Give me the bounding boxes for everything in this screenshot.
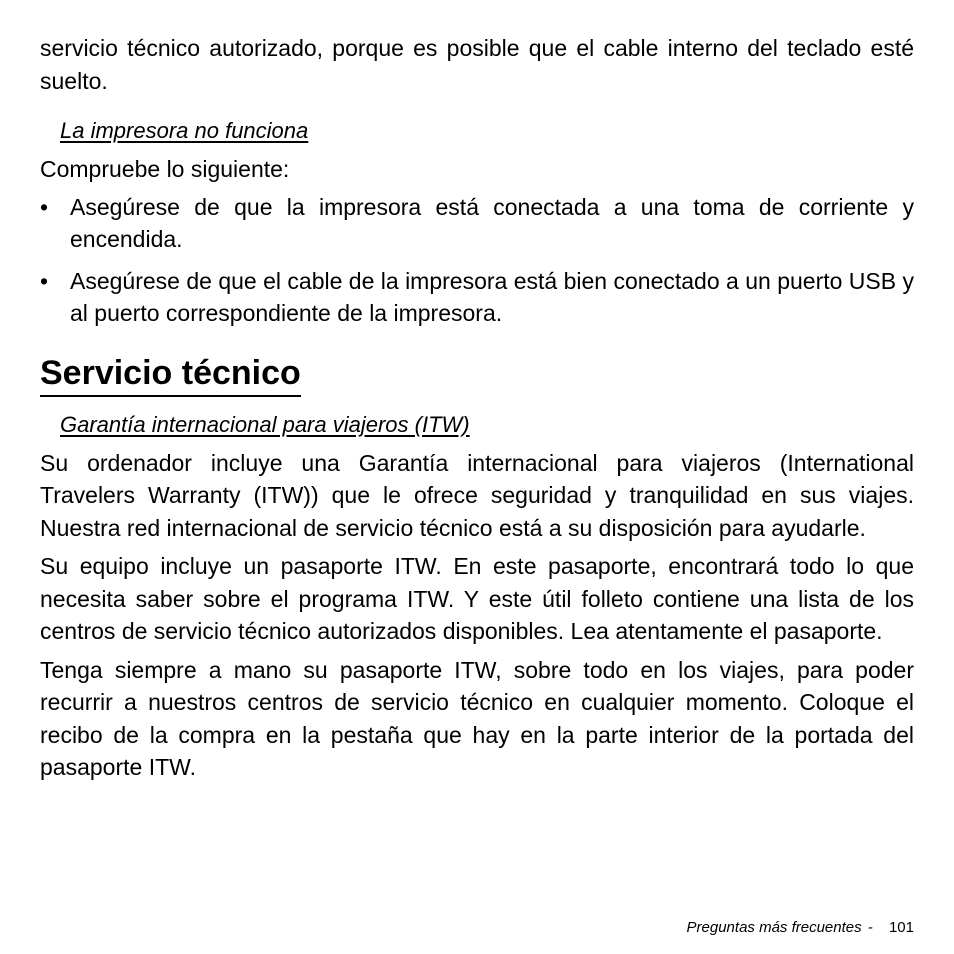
printer-subheading: La impresora no funciona bbox=[60, 118, 309, 143]
continuation-paragraph: servicio técnico autorizado, porque es posible que el cable interno del teclado esté suelto. bbox=[40, 35, 914, 94]
list-item-text: Asegúrese de que el cable de la impresora está bien conectado a un puerto USB y al puerto correspondiente de la impresora. bbox=[70, 267, 914, 326]
page-number: 101 bbox=[888, 919, 914, 936]
footer-separator: - bbox=[867, 919, 873, 936]
list-item bbox=[40, 191, 914, 256]
printer-checklist bbox=[40, 191, 914, 330]
printer-lead-text: Compruebe lo siguiente: bbox=[40, 156, 290, 182]
list-item-text: Asegúrese de que la impresora está conectada a una toma de corriente y encendida. bbox=[70, 193, 914, 252]
section-title: Servicio técnico bbox=[40, 353, 301, 397]
bullet-icon: • bbox=[40, 267, 49, 294]
body-paragraph: Su equipo incluye un pasaporte ITW. En este pasaporte, encontrará todo lo que necesita saber sobre el programa ITW. Y este útil folleto contiene una lista de los centros de servicio técnico autorizados disponibles. Lea atentamente el pasaporte. bbox=[40, 553, 914, 644]
body-paragraph: Tenga siempre a mano su pasaporte ITW, sobre todo en los viajes, para poder recurrir a nuestros centros de servicio técnico en cualquier momento. Coloque el recibo de la compra en la pestaña que hay en la parte interior de la portada del pasaporte ITW. bbox=[40, 656, 914, 780]
bullet-icon: • bbox=[40, 193, 49, 220]
footer-section-name: Preguntas más frecuentes bbox=[686, 919, 862, 936]
warranty-subheading: Garantía internacional para viajeros (ITW) bbox=[60, 411, 470, 437]
list-item bbox=[40, 265, 914, 330]
body-paragraph: Su ordenador incluye una Garantía internacional para viajeros (International Travelers Warranty (ITW)) que le ofrece seguridad y tranquilidad en sus viajes. Nuestra red internacional de servicio técnico está a su disposición para ayudarle. bbox=[40, 449, 914, 541]
page-footer bbox=[687, 918, 914, 938]
document-page bbox=[40, 32, 914, 790]
